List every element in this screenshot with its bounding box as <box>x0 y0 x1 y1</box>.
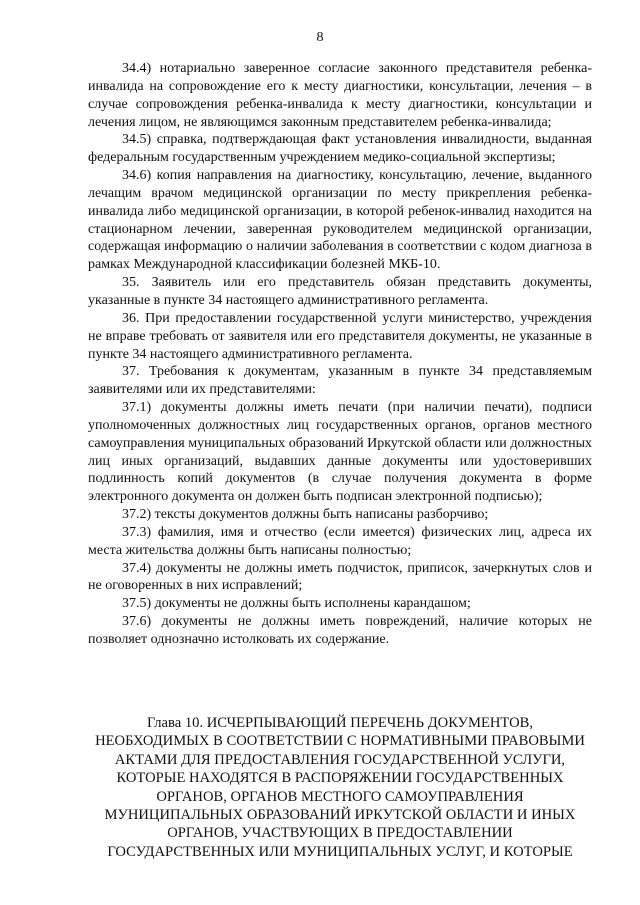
paragraph-37-4: 37.4) документы не должны иметь подчисток, приписок, зачеркнутых слов и не оговоренных в них исправлений; <box>88 560 592 594</box>
chapter-heading-line: ГОСУДАРСТВЕННЫХ ИЛИ МУНИЦИПАЛЬНЫХ УСЛУГ, И КОТОРЫЕ <box>107 843 573 860</box>
paragraph-37-1: 37.1) документы должны иметь печати (при наличии печати), подписи уполномоченных должностных лиц государственных органов, органов местного самоуправления муниципальных образований Иркутской области или должностных лиц иных организаций, выдавших данные документы или удостоверивших подлинность копий документов (в случае получения документа в форме электронного документа он должен быть подписан электронной подписью); <box>88 400 592 505</box>
page-number: 8 <box>316 30 324 45</box>
chapter-heading-line: МУНИЦИПАЛЬНЫХ ОБРАЗОВАНИЙ ИРКУТСКОЙ ОБЛАСТИ И ИНЫХ <box>104 807 576 824</box>
paragraph-34-6: 34.6) копия направления на диагностику, консультацию, лечение, выданного лечащим врачом медицинской организации по месту прикрепления ребенка-инвалида либо медицинской организации, в которой ребенок-инвалид находится на стационарном лечении, заверенная руководителем медицинской организации, содержащая информацию о наличии заболевания в соответствии с кодом диагноза в рамках Международной классификации болезней МКБ-10. <box>88 168 592 273</box>
paragraph-34-4: 34.4) нотариально заверенное согласие законного представителя ребенка-инвалида на сопровождение его к месту диагностики, консультации, лечения – в случае сопровождения ребенка-инвалида к месту диагностики, консультации и лечения лицом, не являющимся законным представителем ребенка-инвалида; <box>88 61 592 130</box>
paragraph-37-5: 37.5) документы не должны быть исполнены карандашом; <box>122 596 471 612</box>
chapter-heading-line: ОРГАНОВ, УЧАСТВУЮЩИХ В ПРЕДОСТАВЛЕНИИ <box>167 825 513 842</box>
paragraph-37-3: 37.3) фамилия, имя и отчество (если имеется) физических лиц, адреса их места жительства должны быть написаны полностью; <box>88 524 592 558</box>
document-body <box>88 60 592 649</box>
chapter-heading-line: НЕОБХОДИМЫХ В СООТВЕТСТВИИ С НОРМАТИВНЫМИ ПРАВОВЫМИ <box>95 733 585 750</box>
paragraph-37: 37. Требования к документам, указанным в пункте 34 представляемым заявителями или их представителями: <box>88 364 592 398</box>
paragraph-37-2: 37.2) тексты документов должны быть написаны разборчиво; <box>122 507 489 523</box>
paragraph-36: 36. При предоставлении государственной услуги министерство, учреждения не вправе требовать от заявителя или его представителя документы, не указанные в пункте 34 настоящего административного регламента. <box>88 310 592 362</box>
paragraph-35: 35. Заявитель или его представитель обязан представить документы, указанные в пункте 34 настоящего административного регламента. <box>88 275 592 308</box>
chapter-heading-line: ОРГАНОВ, ОРГАНОВ МЕСТНОГО САМОУПРАВЛЕНИЯ <box>156 788 524 805</box>
chapter-heading-line: Глава 10. ИСЧЕРПЫВАЮЩИЙ ПЕРЕЧЕНЬ ДОКУМЕНТОВ, <box>146 715 534 731</box>
paragraph-34-5: 34.5) справка, подтверждающая факт установления инвалидности, выданная федеральным государственным учреждением медико-социальной экспертизы; <box>88 132 592 166</box>
chapter-heading-line: АКТАМИ ДЛЯ ПРЕДОСТАВЛЕНИЯ ГОСУДАРСТВЕННОЙ УСЛУГИ, <box>114 751 566 768</box>
paragraph-37-6: 37.6) документы не должны иметь повреждений, наличие которых не позволяет однозначно истолковать их содержание. <box>88 614 592 647</box>
chapter-heading-line: КОТОРЫЕ НАХОДЯТСЯ В РАСПОРЯЖЕНИИ ГОСУДАРСТВЕННЫХ <box>116 770 564 787</box>
chapter-10-heading <box>80 714 600 861</box>
